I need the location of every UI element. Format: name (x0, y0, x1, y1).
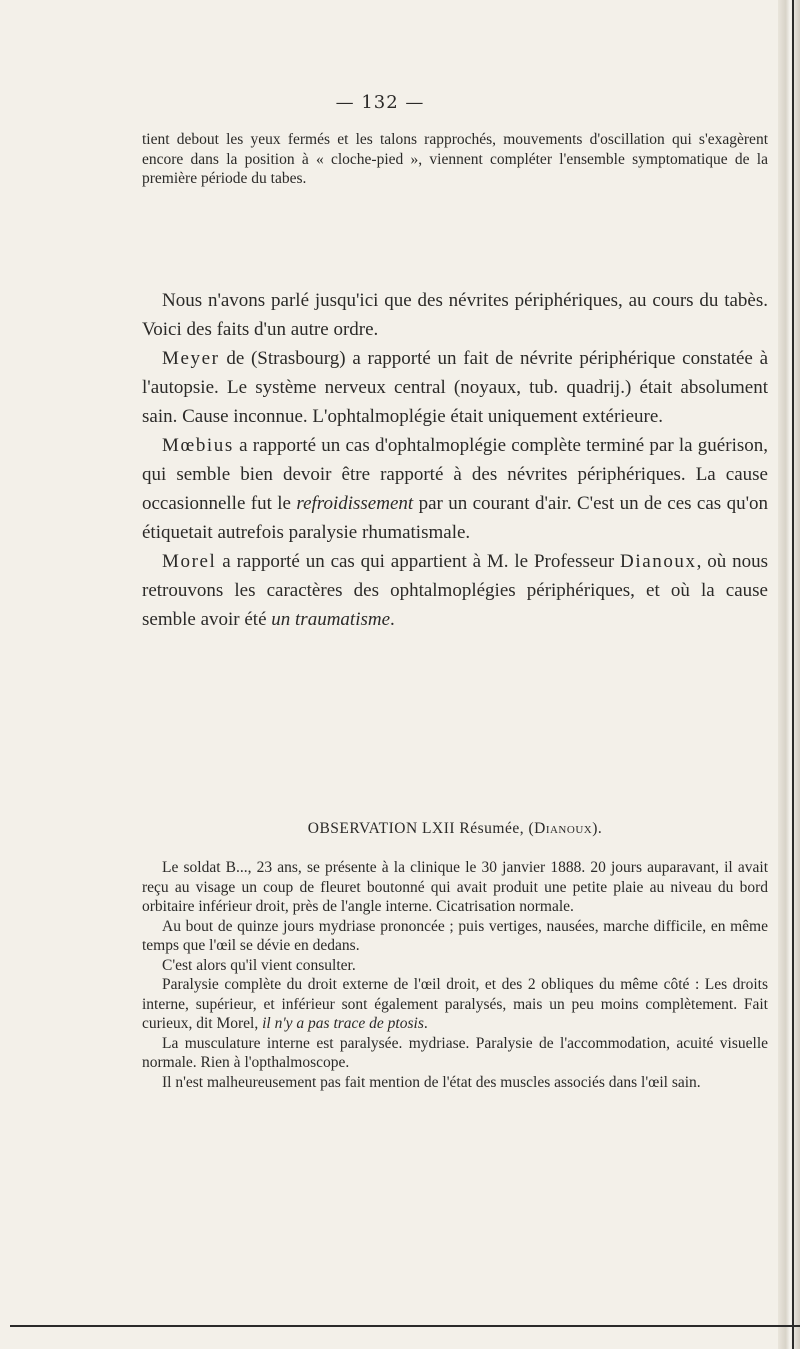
page-edge (778, 0, 800, 1349)
author-meyer: Meyer (162, 348, 220, 369)
page-number: — 132 — (335, 92, 425, 113)
page-edge-line (792, 0, 794, 1349)
observation-paragraph-2: Au bout de quinze jours mydriase prononcée ; puis vertiges, nausées, marche difficile, en même temps que l'œil se dévie en dedans. (142, 917, 768, 954)
intro-paragraph: tient debout les yeux fermés et les talons rapprochés, mouvements d'oscillation qui s'exagèrent encore dans la position à « cloche-pied », viennent compléter l'ensemble symptomatique de la première période du tabes. (142, 131, 768, 187)
observation-title (142, 820, 768, 838)
observation-paragraph-6: Il n'est malheureusement pas fait mention de l'état des muscles associés dans l'œil sain. (162, 1073, 701, 1091)
paragraph-1: Nous n'avons parlé jusqu'ici que des névrites périphériques, au cours du tabès. Voici des faits d'un autre ordre. (142, 290, 768, 340)
author-moebius: Mœbius (162, 435, 234, 456)
page-bottom-line (10, 1325, 800, 1327)
paragraph-3: Mœbius a rapporté un cas d'ophtalmoplégie complète terminé par la guérison, qui semble bien devoir être rapporté à des névrites périphériques. La cause occasionnelle fut le refroidissement par un courant d'air. C'est un de ces cas qu'on étiquetait autrefois paralysie rhumatismale. (142, 435, 768, 543)
author-dianoux: Dianoux (620, 551, 697, 572)
observation-body (142, 858, 768, 1092)
observation-paragraph-4: Paralysie complète du droit externe de l'œil droit, et des 2 obliques du même côté : Les droits interne, supérieur, et inférieur sont également paralysés, mais un peu moins complètement. Fait curieux, dit Morel, il n'y a pas trace de ptosis. (142, 976, 768, 1032)
intro-text (142, 130, 768, 189)
observation-paragraph-3: C'est alors qu'il vient consulter. (162, 956, 356, 974)
observation-paragraph-1: Le soldat B..., 23 ans, se présente à la clinique le 30 janvier 1888. 20 jours auparavant, il avait reçu au visage un coup de fleuret boutonné qui avait produit une petite plaie au niveau du bord orbitaire inférieur droit, près de l'angle interne. Cicatrisation normale. (142, 859, 768, 915)
paragraph-2: Meyer de (Strasbourg) a rapporté un fait de névrite périphérique constatée à l'autopsie. Le système nerveux central (noyaux, tub. quadrij.) était absolument sain. Cause inconnue. L'ophtalmoplégie était uniquement extérieure. (142, 348, 768, 427)
author-morel: Morel (162, 551, 217, 572)
observation-paragraph-5: La musculature interne est paralysée. mydriase. Paralysie de l'accommodation, acuité visuelle normale. Rien à l'opthalmoscope. (142, 1034, 768, 1071)
paragraph-4: Morel a rapporté un cas qui appartient à M. le Professeur Dianoux, où nous retrouvons les caractères des ophtalmoplégies périphériques, et où la cause semble avoir été un traumatisme. (142, 551, 768, 630)
main-text (142, 286, 768, 634)
observation-heading: OBSERVATION LXII Résumée, (Dianoux). (307, 820, 603, 837)
